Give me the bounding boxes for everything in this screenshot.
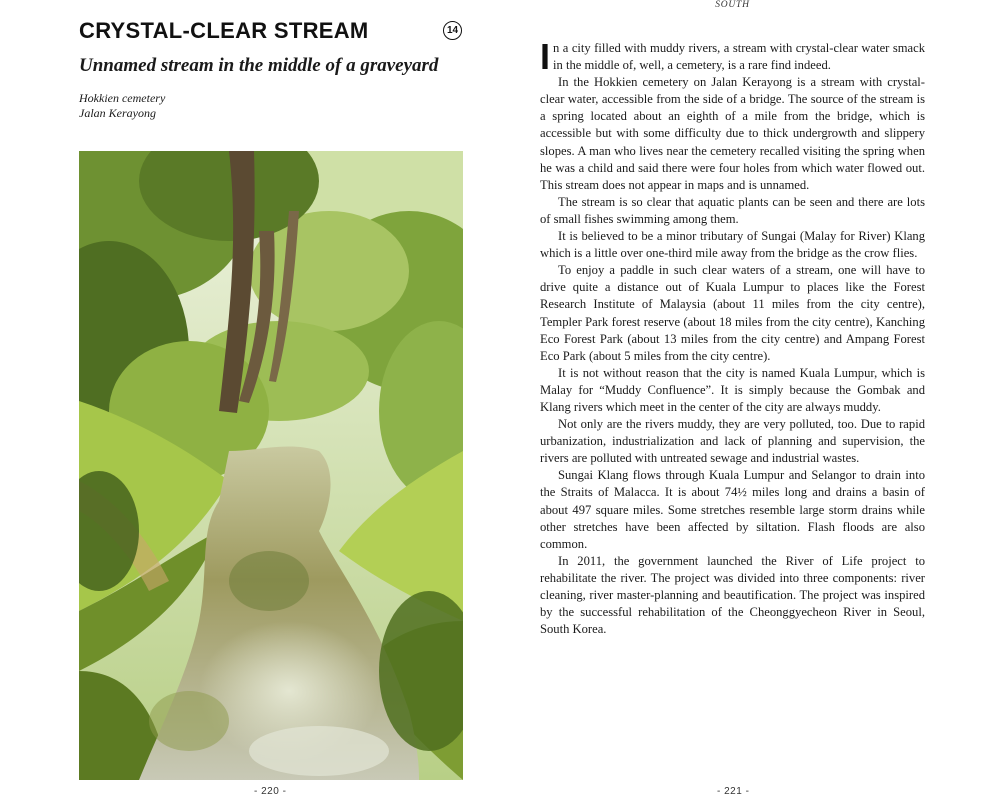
- paragraph: In the Hokkien cemetery on Jalan Kerayong is a stream with crystal-clear water, accessible from the side of a bridge. The source of the stream is a spring located about an eighth of a mile from the bridge, which is accessible but with some difficulty due to thick undergrowth and slippery slopes. A man who lives near the cemetery recalled visiting the spring when he was a child and said there were four holes from which water flowed out. This stream does not appear in maps and is unnamed.: [540, 75, 925, 192]
- paragraph-text: n a city filled with muddy rivers, a stream with crystal-clear water smack in the middle of, well, a cemetery, is a rare find indeed.: [553, 41, 925, 73]
- location-block: [79, 91, 165, 121]
- paragraph: To enjoy a paddle in such clear waters of a stream, one will have to drive quite a distance out of Kuala Lumpur to places like the Forest Research Institute of Malaysia (about 11 miles from the city centre), Templer Park forest reserve (about 18 miles from the city centre), Kanching Eco Forest Park (about 13 miles from the city centre) and Ampang Forest Eco Park (about 5 miles from the city centre).: [540, 263, 925, 363]
- right-page-number: - 221 -: [717, 786, 750, 797]
- entry-number-badge: 14: [443, 21, 462, 40]
- paragraph: Sungai Klang flows through Kuala Lumpur and Selangor to drain into the Straits of Malacca. It is about 74½ miles long and drains a basin of about 497 square miles. Some stretches resemble large storm drains while other stretches have been affected by siltation. Flash floods are also common.: [540, 468, 925, 551]
- drop-cap: I: [540, 36, 551, 77]
- paragraph: In 2011, the government launched the River of Life project to rehabilitate the river. The project was divided into three components: river cleaning, river master-planning and beautification. The project was inspired by the successful rehabilitation of the Cheonggyecheon River in Seoul, South Korea.: [540, 553, 925, 637]
- paragraph: The stream is so clear that aquatic plants can be seen and there are lots of small fishes swimming among them.: [540, 194, 925, 226]
- location-line: Hokkien cemetery: [79, 91, 166, 105]
- article-body: [540, 36, 925, 638]
- paragraph: It is believed to be a minor tributary of Sungai (Malay for River) Klang which is a little over one-third mile away from the bridge as the crow flies.: [540, 229, 925, 261]
- location-line: Jalan Kerayong: [79, 106, 156, 120]
- paragraph: Not only are the rivers muddy, they are very polluted, too. Due to rapid urbanization, industrialization and lack of planning and supervision, the rivers are polluted with untreated sewage and industrial wastes.: [540, 417, 925, 466]
- page-title: CRYSTAL-CLEAR STREAM: [79, 18, 369, 43]
- paragraph: It is not without reason that the city is named Kuala Lumpur, which is Malay for “Muddy Confluence”. It is simply because the Gombak and Klang rivers which meet in the center of the city are always muddy.: [540, 365, 925, 414]
- stream-photo-illustration: [79, 151, 463, 780]
- stream-photo: [79, 151, 463, 780]
- running-head: SOUTH: [715, 0, 750, 10]
- page-subtitle: Unnamed stream in the middle of a graveyard: [79, 55, 439, 76]
- paragraph: [540, 36, 925, 77]
- left-page-number: - 220 -: [254, 786, 287, 797]
